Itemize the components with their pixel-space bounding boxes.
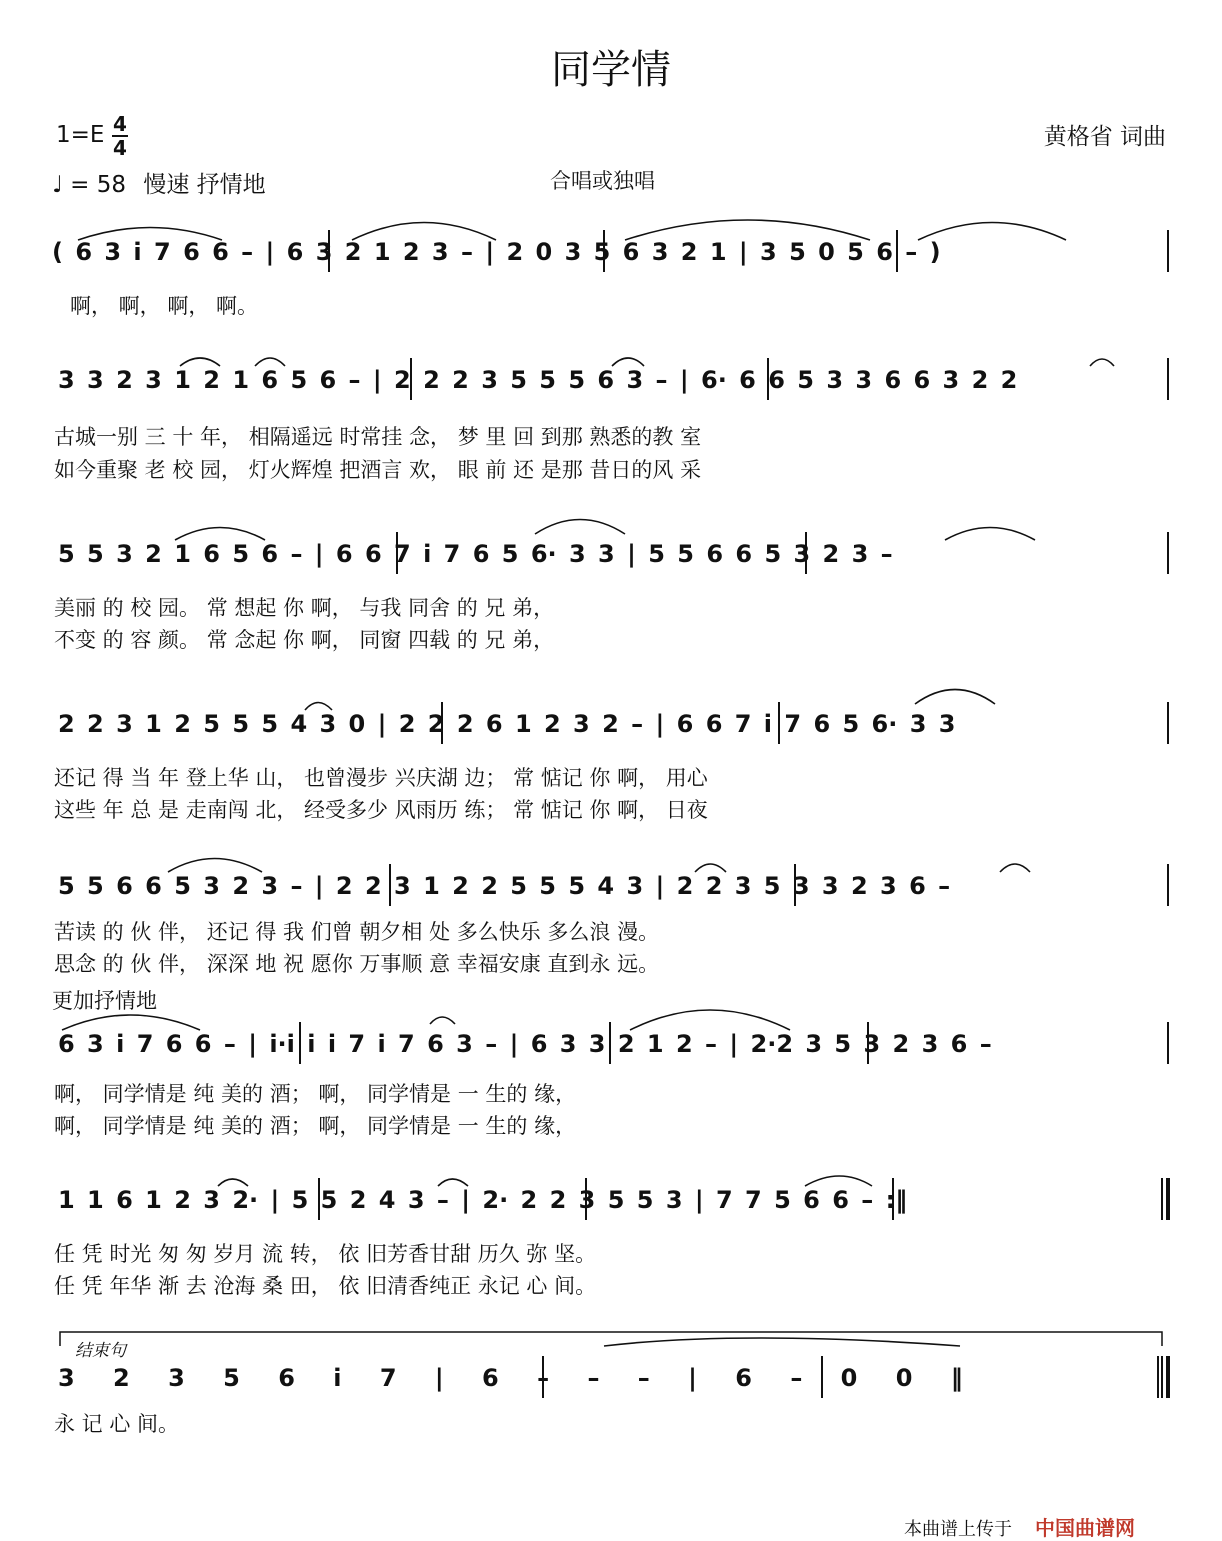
final-barline xyxy=(1162,1178,1168,1398)
lyric-line-1: 啊， 啊， 啊， 啊。 xyxy=(70,294,259,318)
footer-text: 本曲谱上传于 xyxy=(904,1519,1012,1540)
tempo-value: = 58 xyxy=(70,172,127,198)
lyric-line-5b: 思念 的 伙 伴， 深深 地 祝 愿你 万事顺 意 幸福安康 直到永 远。 xyxy=(54,952,660,976)
slurs xyxy=(62,220,1114,1346)
lyric-line-2b: 如今重聚 老 校 园， 灯火辉煌 把酒言 欢， 眼 前 还 是那 昔日的风 采 xyxy=(54,458,702,482)
slur xyxy=(612,358,644,366)
score-line-2: 3 3 2 3 1 2 1 6 5 6 – | 2 2 2 3 5 5 5 6 3 – | 6· 6 6 5 3 3 6 6 3 2 2 xyxy=(58,366,1018,394)
slur xyxy=(695,864,726,872)
lyric-line-7a: 任 凭 时光 匆 匆 岁月 流 转， 依 旧芳香甘甜 历久 弥 坚。 xyxy=(54,1242,597,1266)
key-signature: 1=E xyxy=(56,122,105,148)
lyric-line-3a: 美丽 的 校 园。 常 想起 你 啊， 与我 同舍 的 兄 弟， xyxy=(54,596,555,620)
volta-bracket xyxy=(60,1332,1162,1346)
score-line-8: 3 2 3 5 6 i̇ 7 | 6 – – – | 6 – 0 0 ‖ xyxy=(58,1364,963,1392)
slur xyxy=(535,520,625,535)
score-line-5: 5 5 6 6 5 3 2 3 – | 2 2 3 1 2 2 5 5 5 4 3 | 2 2 3 5 3 3 2 3 6 – xyxy=(58,872,951,900)
lyric-line-4a: 还记 得 当 年 登上华 山， 也曾漫步 兴庆湖 边； 常 惦记 你 啊， 用心 xyxy=(54,766,708,790)
song-title: 同学情 xyxy=(551,47,671,93)
meter-top: 4 xyxy=(113,112,127,136)
slur xyxy=(945,528,1035,541)
quarter-note-icon: ♩ xyxy=(52,172,63,198)
tempo-text: 慢速 抒情地 xyxy=(143,172,266,198)
lyric-line-8: 永 记 心 间。 xyxy=(54,1412,180,1436)
slur xyxy=(805,1176,872,1186)
composer-credit: 黄格省 词曲 xyxy=(1043,124,1166,150)
score-line-6: 6 3 i̇ 7 6 6 – | i̇·i̇ i̇ i̇ 7 i̇ 7 6 3 – | 6 3 3 2 1 2 – | 2·2 3 5 3 2 3 6 – xyxy=(58,1030,992,1058)
slur xyxy=(175,528,265,541)
slur xyxy=(218,1179,248,1186)
section-label: 更加抒情地 xyxy=(52,989,157,1013)
slur xyxy=(604,1338,960,1346)
slur xyxy=(168,859,262,873)
lyric-line-6b: 啊， 同学情是 纯 美的 酒； 啊， 同学情是 一 生的 缘， xyxy=(54,1114,577,1138)
lyric-line-5a: 苦读 的 伙 伴， 还记 得 我 们曾 朝夕相 处 多么快乐 多么浪 漫。 xyxy=(54,920,660,944)
score-line-1: ( 6 3 i̇ 7 6 6 – | 6 3 2 1 2 3 – | 2 0 3 5 6 3 2 1 | 3 5 0 5 6 – ) xyxy=(52,238,941,266)
slur xyxy=(430,1017,455,1024)
voice-note: 合唱或独唱 xyxy=(550,169,655,193)
slur xyxy=(918,223,1066,241)
slur xyxy=(352,223,496,241)
score-line-4: 2 2 3 1 2 5 5 5 4 3 0 | 2 2 2 6 1 2 3 2 – | 6 6 7 i̇ 7 6 5 6· 3 3 xyxy=(58,710,956,738)
score-line-3: 5 5 3 2 1 6 5 6 – | 6 6 7 i̇ 7 6 5 6· 3 3 | 5 5 6 6 5 3 2 3 – xyxy=(58,540,893,568)
lyric-line-3b: 不变 的 容 颜。 常 念起 你 啊， 同窗 四载 的 兄 弟， xyxy=(54,628,555,652)
slur xyxy=(625,220,870,240)
meter-bottom: 4 xyxy=(113,136,127,160)
score-line-7: 1 1 6 1 2 3 2· | 5 5 2 4 3 – | 2· 2 2 3 5 5 3 | 7 7 5 6 6 – :‖ xyxy=(58,1186,908,1214)
slur xyxy=(255,358,285,366)
barlines xyxy=(300,230,1168,1398)
footer-logo: 中国曲谱网 xyxy=(1035,1516,1135,1540)
slur xyxy=(438,1179,468,1186)
slur xyxy=(180,358,220,366)
lyric-line-6a: 啊， 同学情是 纯 美的 酒； 啊， 同学情是 一 生的 缘， xyxy=(54,1082,577,1106)
slur xyxy=(62,1015,200,1030)
lyric-line-2a: 古城一别 三 十 年， 相隔遥远 时常挂 念， 梦 里 回 到那 熟悉的教 室 xyxy=(54,425,702,449)
slur xyxy=(630,1010,790,1030)
slur xyxy=(915,690,995,705)
slur xyxy=(1000,864,1030,872)
slur xyxy=(78,228,222,241)
slur xyxy=(1090,359,1114,366)
lyric-line-7b: 任 凭 年华 渐 去 沧海 桑 田， 依 旧清香纯正 永记 心 间。 xyxy=(54,1274,597,1298)
lyric-line-4b: 这些 年 总 是 走南闯 北， 经受多少 风雨历 练； 常 惦记 你 啊， 日夜 xyxy=(54,798,708,822)
ending-label: 结束句 xyxy=(75,1341,126,1361)
slur xyxy=(305,703,332,711)
